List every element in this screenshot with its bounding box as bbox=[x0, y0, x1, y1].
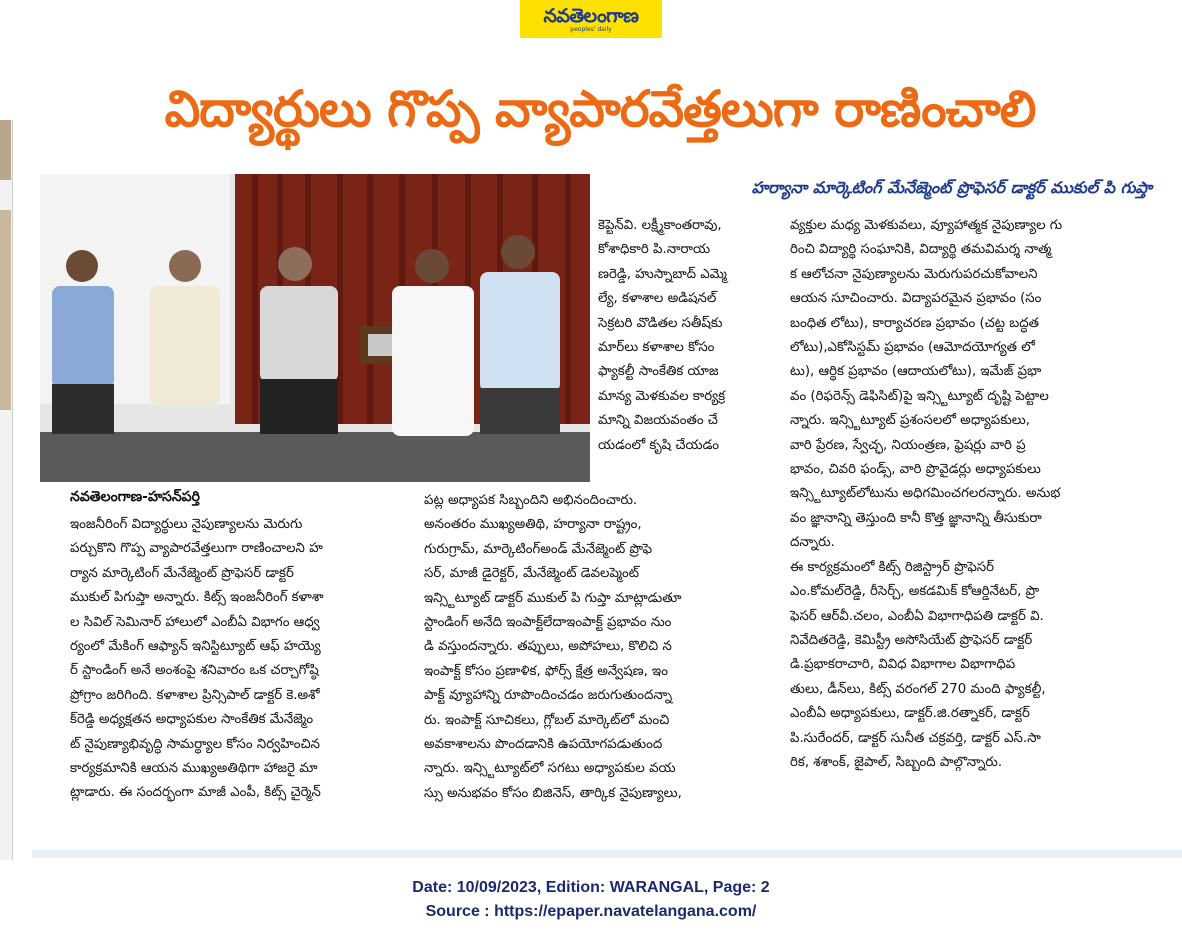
article-column-1-text: ఇంజనీరింగ్ విద్యార్థులు నైపుణ్యాలను మెరుగు పర్చుకొని గొప్ప వ్యాపారవేత్తలుగా రాణించాలని హ ర్యాన మార్కెటింగ్ మేనేజ్మెంట్ ప్రొఫెసర్ డాక్టర్ ముకుల్ పిగుప్తా అన్నారు. కిట్స్ ఇంజనీరింగ్ కళాశా ల సివిల్ సెమినార్ హాలులో ఎంబీఏ విభాగం ఆధ్వ ర్యంలో మేకింగ్ ఆఫ్యాన్ ఇనిస్టిట్యూట్ ఆఫ్ హయ్యె ర్ స్టాండింగ్ అనే అంశంపై శనివారం ఒక చర్చాగోష్ఠి ప్రోగ్రాం జరిగింది. కళాశాల ప్రిన్సిపాల్ డాక్టర్ కె.అశో క్‌రెడ్డి అధ్యక్షతన అధ్యాపకుల సాంకేతిక మేనేజ్మెం ట్ నైపుణ్యాభివృద్ధి సామర్థ్యాల కోసం నిర్వహించిన కార్యక్రమానికి ఆయన ముఖ్యఅతిథిగా హాజరై మా ట్లాడారు. ఈ సందర్భంగా మాజీ ఎంపీ, కిట్స్ చైర్మెన్ bbox=[70, 517, 324, 801]
article-subheadline: హర్యానా మార్కెటింగ్ మేనేజ్మెంట్ ప్రొఫెసర్ డాక్టర్ ముకుల్ పి గుప్తా bbox=[751, 178, 1152, 197]
article-column-2-bottom-text: పట్ల అధ్యాపక సిబ్బందిని అభినందించారు. అనంతరం ముఖ్యఅతిథి, హర్యానా రాష్ట్రం, గురుగ్రామ్, మార్కెటింగ్‌అండ్ మేనేజ్మెంట్ ప్రొఫె సర్, మాజీ డైరెక్టర్, మేనేజ్మెంట్ డెవలప్మెంట్ ఇన్స్టిట్యూట్ డాక్టర్ ముకుల్ పి గుప్తా మాట్లాడుతూ స్టాండింగ్ అనేది ఇంపాక్ట్‌లేదాఇంపాక్ట్ ప్రభావం నుం డి వస్తుందన్నారు. తప్పులు, అపోహలు, కొలిచి న ఇంపాక్ట్ కోసం ప్రణాళిక, ఫోర్స్ క్షేత్ర అన్వేషణ, ఇం పాక్ట్ వ్యూహాన్ని రూపొందించడం జరుగుతుందన్నా రు. ఇంపాక్ట్ సూచికలు, గ్లోబల్ మార్కెట్‌లో మంచి అవకాశాలను పొందడానికి ఉపయోగపడుతుంద న్నారు. ఇన్స్టిట్యూట్‌లో సగటు అధ్యాపకుల వయ స్సు అనుభవం కోసం బిజినెస్, తార్కిక నైపుణ్యాలు, bbox=[424, 493, 682, 801]
page-bottom-band bbox=[32, 850, 1182, 858]
adjacent-article-strip bbox=[0, 120, 13, 860]
article-column-2-top-text: కెప్టెన్‌వి. లక్ష్మీకాంతరావు, కోశాధికారి పి.నారాయ ణరెడ్డి, హుస్నాబాద్ ఎమ్మె ల్యే, కళాశాల అడిషనల్ సెక్రటరి వొడితల సతీష్‌కు మార్‌లు కళాశాల కోసం ఫ్యాకల్టీ సాంకేతిక యాజ మాన్య మెళకువల కార్యక్ర మాన్ని విజయవంతం చే యడంలో కృషి చేయడం bbox=[598, 218, 727, 453]
article-column-3 bbox=[790, 214, 1152, 775]
logo-subtext: peoples' daily bbox=[570, 25, 612, 33]
article-column-2-bottom bbox=[424, 489, 780, 806]
event-photo-illustration bbox=[40, 174, 590, 482]
masthead-logo bbox=[520, 0, 662, 38]
edition-line: Date: 10/09/2023, Edition: WARANGAL, Page: 2 bbox=[412, 879, 770, 896]
article-column-3-text: వ్యక్తుల మధ్య మెళకువలు, వ్యూహాత్మక నైపుణ్యాల గు రించి విద్యార్థి సంఘానికి, విద్యార్థి తమవిమర్శ నాత్మ క ఆలోచనా నైపుణ్యాలను మెరుగుపరచుకోవాలని ఆయన సూచించారు. విద్యాపరమైన ప్రభావం (సం బంధిత లోటు), కార్యాచరణ ప్రభావం (చట్ట బద్ధత లోటు),ఎకోసిస్టమ్ ప్రభావం (ఆమోదయోగ్యత లో టు), ఆర్థిక ప్రభావం (ఆదాయలోటు), ఇమేజ్ ప్రభా వం (రిఫరెన్స్ డెఫిసిట్)పై ఇన్స్టిట్యూట్ దృష్టి పెట్టాల న్నారు. ఇన్స్టిట్యూట్ ప్రశంసలలో అధ్యాపకులు, వారి ప్రేరణ, స్వేచ్ఛ, నియంత్రణ, ఫ్రెషర్లు వారి ప్ర భావం, చివరి ఫండ్స్, వారి ప్రొవైడర్లు అధ్యాపకులు ఇన్స్టిట్యూట్‌లోటును అధిగమించగలరన్నారు. అనుభ వం జ్ఞానాన్ని తెస్తుంది కానీ కొత్త జ్ఞానాన్ని తీసుకురా దన్నారు. ఈ కార్యక్రమంలో కిట్స్ రిజిస్ట్రార్ ప్రొఫెసర్ ఎం.కోమల్‌రెడ్డి, రీసెర్చ్, అకడమిక్ కోఆర్డినేటర్, ప్రొ ఫెసర్ ఆర్‌వీ.చలం, ఎంబీఏ విభాగాధిపతి డాక్టర్ వి. నివేదితరెడ్డి, కెమిస్ట్రీ అసోసియేట్ ప్రొఫెసర్ డాక్టర్ డి.ప్రభాకరాచారి, వివిధ విభాగాల విభాగాధిప తులు, డీన్‌లు, కిట్స్ వరంగల్ 270 మంది ఫ్యాకల్టీ, ఎంబీఏ అధ్యాపకులు, డాక్టర్.జి.రత్నాకర్, డాక్టర్ పి.సురేందర్, డాక్టర్ సునీత చక్రవర్తి, డాక్టర్ ఎస్.సా రిక, శశాంక్, జైపాల్, సిబ్బంది పాల్గొన్నారు. bbox=[790, 218, 1063, 770]
article-column-2-top bbox=[598, 214, 780, 458]
article-column-1 bbox=[70, 513, 410, 806]
article-photo bbox=[40, 174, 590, 482]
logo-text: నవతెలంగాణ bbox=[543, 4, 639, 27]
article-dateline: నవతెలంగాణ-హసన్‌పర్తి bbox=[70, 489, 200, 505]
source-line[interactable]: Source : https://epaper.navatelangana.com/ bbox=[425, 903, 757, 920]
article-headline: విద్యార్థులు గొప్ప వ్యాపారవేత్తలుగా రాణించాలి bbox=[164, 80, 1036, 138]
source-footer bbox=[0, 876, 1182, 924]
